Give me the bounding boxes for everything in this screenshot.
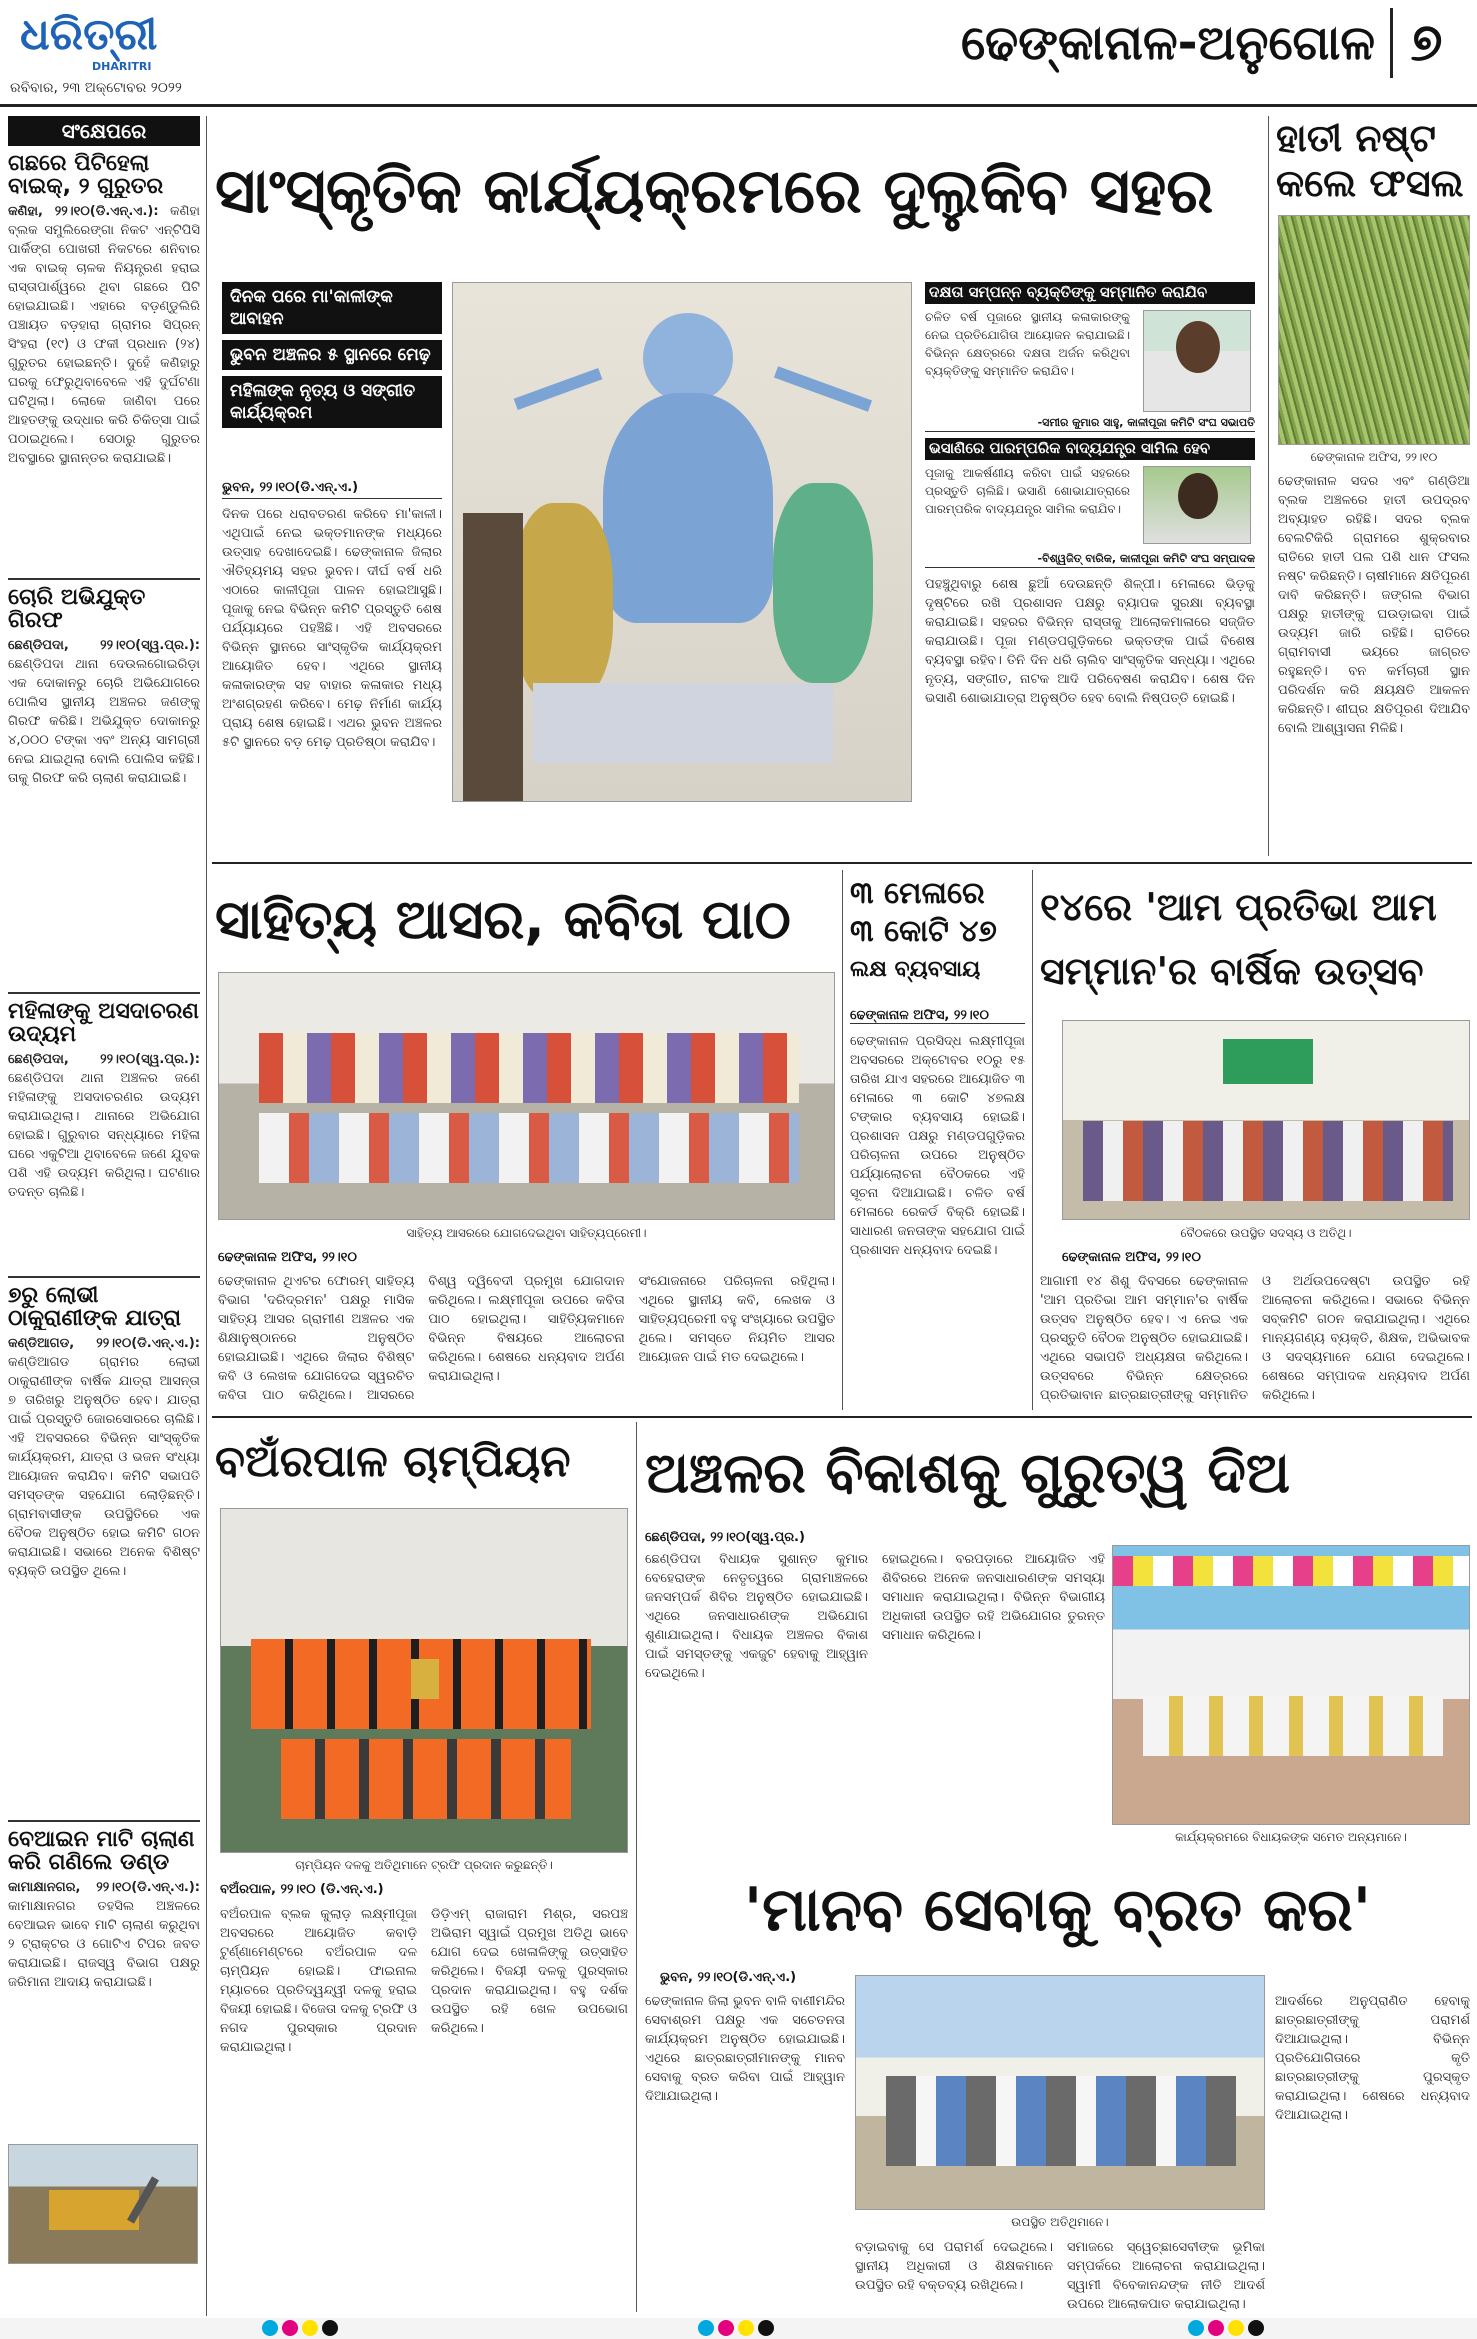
quote-box-signature: -ବିଶ୍ୱଜିତ୍ ବାରିକ, କାଳୀପୂଜା କମିଟି ସଂଘ ସମ୍ପାଦକ [1037, 553, 1255, 565]
brief-body: ଛେଣ୍ଡିପଦା, ୨୨।୧୦(ସ୍ୱ.ପ୍ର.): ଛେଣ୍ଡିପଦା ଥାନା ଅଞ୍ଚଳର ଜଣେ ମହିଳାଙ୍କୁ ଅସଦାଚରଣର ଉଦ୍ୟମ କରାଯାଇଥିଲା। ଥାନାରେ ଅଭିଯୋଗ ହୋଇଛି। ଗୁରୁବାର ସନ୍ଧ୍ୟାରେ ମହିଳା ଘରେ ଏକୁଟିଆ ଥିବାବେଳେ ଜଣେ ଯୁବକ ପଶି ଏହି ଉଦ୍ୟମ କରିଥିଲା। ଘଟଣାର ତଦନ୍ତ ଚାଲିଛି। [8, 1052, 200, 1201]
champion-team-photo [220, 1508, 628, 1853]
champion-col: ବଅଁରପାଳ ବ୍ଲକ କୁଲାଡ଼ ଲକ୍ଷ୍ମୀପୂଜା ଅବସରରେ ଆୟୋଜିତ କବାଡ଼ି ଟୁର୍ଣ୍ଣାମେଣ୍ଟରେ ବଅଁରପାଳ ଦଳ ଚାମ୍ପିୟନ ହୋଇଛି। ଫାଇନାଲ ମ୍ୟାଚରେ ପ୍ରତିଦ୍ୱନ୍ଦ୍ୱୀ ଦଳକୁ ହରାଇ ବିଜୟୀ ହୋଇଛି। ବିଜେତା ଦଳକୁ ଟ୍ରଫି ଓ ନଗଦ ପୁରସ୍କାର ପ୍ରଦାନ କରାଯାଇଥିଲା। [220, 1907, 417, 2055]
mela-headline-line: ଲକ୍ଷ ବ୍ୟବସାୟ [850, 957, 981, 982]
sahitya-dateline: ଢେଙ୍କାନାଳ ଅଫିସ, ୨୨।୧୦ [218, 1250, 357, 1265]
manab-body [855, 2238, 1265, 2313]
anchal-headline: ଅଞ୍ଚଳର ବିକାଶକୁ ଗୁରୁତ୍ୱ ଦିଅ [645, 1441, 1291, 1506]
brief-title: ୭ରୁ ଲୋଭୀ ଠାକୁରାଣୀଙ୍କ ଯାତ୍ରା [8, 1284, 181, 1331]
excavator-photo [8, 2144, 198, 2264]
pratibha-meeting-photo [1062, 1020, 1470, 1220]
committee-president-photo [1143, 310, 1251, 412]
pratibha-headline-line: ୧୪ରେ 'ଆମ ପ୍ରତିଭା ଆମ [1040, 885, 1437, 929]
registration-mark [758, 2320, 774, 2336]
registration-mark [1208, 2320, 1224, 2336]
anchal-dateline: ଛେଣ୍ଡିପଦା, ୨୨।୧୦(ସ୍ୱ.ପ୍ର.) [645, 1530, 805, 1545]
anchal-caption: କାର୍ଯ୍ୟକ୍ରମରେ ବିଧାୟକଙ୍କ ସମେତ ଅନ୍ୟମାନେ। [1175, 1830, 1407, 1844]
mela-dateline: ଢେଙ୍କାନାଳ ଅଫିସ, ୨୨।୧୦ [850, 1008, 1025, 1024]
sahitya-body [218, 1272, 835, 1407]
pratibha-dateline: ଢେଙ୍କାନାଳ ଅଫିସ, ୨୨।୧୦ [1062, 1250, 1201, 1265]
pratibha-headline [1040, 875, 1470, 1015]
brief-body: କଣିହା, ୨୨।୧୦(ଡି.ଏନ୍.ଏ.): କଣିହା ବ୍ଲକ ସମୁଲିରେଙ୍ଗା ନିକଟ ଏନ୍‌ଟିପିସି ପାର୍କିଙ୍ଗ ପୋଖରୀ ନିକଟରେ ଶନିବାର ଏକ ବାଇକ୍ ଚାଳକ ନିୟନ୍ତ୍ରଣ ହରାଇ ରାସ୍ତାପାର୍ଶ୍ୱରେ ଥିବା ଗଛରେ ପିଟି ହୋଇଯାଇଛି। ଏହାରେ ବଡ଼ଣ୍ଡୁଲିରି ପଞ୍ଚାୟତ ବଡ଼ହାରା ଗ୍ରାମର ସିପ୍ରନ୍ ସିଂହରା (୧୯) ଓ ଫକୀ ପ୍ରଧାନ (୨୪) ଗୁରୁତର ହୋଇଛନ୍ତି। ଦୁହେଁ କଣିହାରୁ ଘରକୁ ଫେରୁଥିବାବେଳେ ଏହି ଦୁର୍ଘଟଣା ଘଟିଥିଲା। ଲୋକେ ଜାଣିବା ପରେ ଆହତଙ୍କୁ ଉଦ୍ଧାର କରି ଚିକିତ୍ସା ପାଇଁ ପଠାଇଥିଲେ। ସେଠାରୁ ଗୁରୁତର ଅବସ୍ଥାରେ ସ୍ଥାନାନ୍ତର କରାଯାଇଛି। [8, 204, 200, 467]
quote-box-body: ପୂଜାକୁ ଆକର୍ଷଣୀୟ କରିବା ପାଇଁ ସହରରେ ପ୍ରସ୍ତୁତି ଚାଲିଛି। ଭସାଣି ଶୋଭାଯାତ୍ରାରେ ପାରମ୍ପରିକ ବାଦ୍ୟଯନ୍ତ୍ର ସାମିଲ କରାଯିବ। [925, 465, 1130, 516]
brief-body: କାମାକ୍ଷାନଗର, ୨୨।୧୦(ଡି.ଏନ୍.ଏ.): କାମାକ୍ଷାନଗର ତହସିଲ ଅଞ୍ଚଳରେ ବେଆଇନ ଭାବେ ମାଟି ଚାଲାଣ କରୁଥିବା ୨ ଟ୍ରାକ୍ଟର ଓ ଗୋଟିଏ ଟିପର ଜବତ କରାଯାଇଛି। ରାଜସ୍ୱ ବିଭାଗ ପକ୍ଷରୁ ଜରିମାନା ଆଦାୟ କରାଯାଇଛି। [8, 1880, 200, 1991]
brief-title: ଚୋରି ଅଭିଯୁକ୍ତ ଗିରଫ [8, 586, 146, 633]
brief-item [8, 1000, 200, 1270]
registration-mark [1188, 2320, 1204, 2336]
manab-col: ବଡ଼ାଇବାକୁ ସେ ପରାମର୍ଶ ଦେଇଥିଲେ। ସ୍ଥାନୀୟ ଅଧିକାରୀ ଓ ଶିକ୍ଷକମାନେ ଉପସ୍ଥିତ ରହି ବକ୍ତବ୍ୟ ରଖିଥିଲେ। [855, 2240, 1053, 2293]
champion-dateline: ବଅଁରପାଳ, ୨୨।୧୦ (ଡି.ଏନ୍.ଏ.) [220, 1882, 384, 1897]
elephant-caption: ଢେଙ୍କାନାଳ ଅଫିସ, ୨୨।୧୦ [1310, 450, 1438, 464]
mela-headline-line: ୩ ମେଳାରେ [850, 876, 985, 911]
lead-bullet: ଦିନକ ପରେ ମା'କାଳୀଙ୍କ ଆବାହନ [222, 282, 442, 334]
sahitya-col: ଢେଙ୍କାନାଳ ଥିଏଟର ଫୋରମ୍ ସାହିତ୍ୟ ବିଭାଗ 'ଦରିଦ୍ରମନ' ପକ୍ଷରୁ ମାସିକ ସାହିତ୍ୟ ଆସର ଗ୍ରାମୀଣ ଅଞ୍ଚଳର ଏକ ଶିକ୍ଷାନୁଷ୍ଠାନରେ ଅନୁଷ୍ଠିତ ହୋଇଯାଇଛି। ଏଥିରେ ଜିଲାର ବିଶିଷ୍ଟ କବି ଓ ଲେଖକ ଯୋଗଦେଇ ସ୍ୱରଚିତ କବିତା ପାଠ କରିଥିଲେ। ଆସରରେ [218, 1274, 415, 1403]
manab-col: ସମାଜରେ ସ୍ୱେଚ୍ଛାସେବୀଙ୍କ ଭୂମିକା ସମ୍ପର୍କରେ ଆଲୋଚନା କରାଯାଇଥିଲା। ସ୍ୱାମୀ ବିବେକାନନ୍ଦଙ୍କ ନୀତି ଆଦର୍ଶ ଉପରେ ଆଲୋକପାତ କରାଯାଇଥିଲା। [1067, 2240, 1265, 2312]
mela-headline [850, 875, 1025, 1005]
brief-item [8, 1828, 200, 2138]
issue-date: ରବିବାର, ୨୩ ଅକ୍ଟୋବର ୨୦୨୨ [10, 80, 182, 96]
anchal-event-photo [1112, 1545, 1470, 1825]
champion-caption: ଚାମ୍ପିୟନ ଦଳକୁ ଅତିଥିମାନେ ଟ୍ରଫି ପ୍ରଦାନ କରୁଛନ୍ତି। [295, 1858, 553, 1872]
lead-dateline: ଭୁବନ, ୨୨।୧୦(ଡି.ଏନ୍.ଏ.) [222, 480, 442, 499]
manab-col-1: ଢେଙ୍କାନାଳ ଜିଲା ଭୁବନ ବାଳି ବାଣୀମନ୍ଦିର ସେବାଶ୍ରମ ପକ୍ଷରୁ ଏକ ସଚେତନତା କାର୍ଯ୍ୟକ୍ରମ ଅନୁଷ୍ଠିତ ହୋଇଯାଇଛି। ଏଥିରେ ଛାତ୍ରଛାତ୍ରୀମାନଙ୍କୁ ମାନବ ସେବାକୁ ବ୍ରତ କରିବା ପାଇଁ ଆହ୍ୱାନ ଦିଆଯାଇଥିଲା। [645, 1994, 845, 2104]
sahitya-caption: ସାହିତ୍ୟ ଆସରରେ ଯୋଗଦେଇଥିବା ସାହିତ୍ୟପ୍ରେମୀ। [406, 1226, 647, 1240]
quote-box-body: ଚଳିତ ବର୍ଷ ପୂଜାରେ ସ୍ଥାନୀୟ କଳାକାରଙ୍କୁ ନେଇ ପ୍ରତିଯୋଗିତା ଆୟୋଜନ କରାଯାଇଛି। ବିଭିନ୍ନ କ୍ଷେତ୍ରରେ ଦକ୍ଷତା ଅର୍ଜନ କରିଥିବା ବ୍ୟକ୍ତିଙ୍କୁ ସମ୍ମାନିତ କରାଯିବ। [925, 309, 1130, 378]
registration-mark [698, 2320, 714, 2336]
lead-quote-box-2 [925, 438, 1255, 568]
anchal-col: ଛେଣ୍ଡିପଦା ବିଧାୟକ ସୁଶାନ୍ତ କୁମାର ବେହେରାଙ୍କ ନେତୃତ୍ୱରେ ଗ୍ରାମାଞ୍ଚଳରେ ଜନସମ୍ପର୍କ ଶିବିର ଅନୁଷ୍ଠିତ ହୋଇଯାଇଛି। ଏଥିରେ ଜନସାଧାରଣଙ୍କ ଅଭିଯୋଗ ଶୁଣାଯାଇଥିଲା। ବିଧାୟକ ଅଞ୍ଚଳର ବିକାଶ ପାଇଁ ସମସ୍ତଙ୍କୁ ଏକଜୁଟ ହେବାକୁ ଆହ୍ୱାନ ଦେଇଥିଲେ। [645, 1552, 868, 1681]
brief-item [8, 1284, 200, 1814]
elephant-headline [1276, 116, 1471, 206]
registration-mark [738, 2320, 754, 2336]
lead-bullets [222, 282, 442, 434]
lead-bullet: ଭୁବନ ଅଞ୍ଚଳର ୫ ସ୍ଥାନରେ ମେଢ଼ [222, 340, 442, 370]
anchal-col: ହୋଇଥିଲେ। ବରପଡ଼ାରେ ଆୟୋଜିତ ଏହି ଶିବିରରେ ଅନେକ ଜନସାଧାରଣଙ୍କ ସମସ୍ୟା ସମାଧାନ କରାଯାଇଥିଲା। ବିଭିନ୍ନ ବିଭାଗୀୟ ଅଧିକାରୀ ଉପସ୍ଥିତ ରହି ଅଭିଯୋଗର ତୁରନ୍ତ ସମାଧାନ କରିଥିଲେ। [882, 1552, 1105, 1643]
champion-col: ଡିଡ଼ିଏମ୍ ରାଜାରାମ ମିଶ୍ର, ସରପଞ୍ଚ ଅଭିରାମ ସ୍ୱାଇଁ ପ୍ରମୁଖ ଅତିଥି ଭାବେ ଯୋଗ ଦେଇ ଖେଳାଳିଙ୍କୁ ଉତ୍ସାହିତ କରିଥିଲେ। ବିଜୟୀ ଦଳକୁ ପୁରସ୍କାର ପ୍ରଦାନ କରାଯାଇଥିଲା। ବହୁ ଦର୍ଶକ ଉପସ୍ଥିତ ରହି ଖେଳ ଉପଭୋଗ କରିଥିଲେ। [431, 1907, 628, 2036]
brief-title: ମହିଳାଙ୍କୁ ଅସଦାଚରଣ ଉଦ୍ୟମ [8, 1000, 199, 1047]
brief-title: ବେଆଇନ ମାଟି ଚାଲାଣ କରି ଗଣିଲେ ଡଣ୍ଡ [8, 1828, 195, 1875]
registration-mark [262, 2320, 278, 2336]
manab-dateline: ଭୁବନ, ୨୨।୧୦(ଡି.ଏନ୍.ଏ.) [660, 1970, 797, 1985]
pratibha-headline-line: ସମ୍ମାନ'ର ବାର୍ଷିକ ଉତ୍ସବ [1040, 949, 1424, 993]
brief-body: କଣ୍ଡିଆଗଡ, ୨୨।୧୦(ଡି.ଏନ୍.ଏ.): କଣ୍ଡିଆଗଡ ଗ୍ରାମର ଲୋଭୀ ଠାକୁରାଣୀଙ୍କ ବାର୍ଷିକ ଯାତ୍ରା ଆସନ୍ତା ୭ ତାରିଖରୁ ଅନୁଷ୍ଠିତ ହେବ। ଯାତ୍ରା ପାଇଁ ପ୍ରସ୍ତୁତି ଜୋରସୋରରେ ଚାଲିଛି। ଏହି ଅବସରରେ ବିଭିନ୍ନ ସାଂସ୍କୃତିକ କାର୍ଯ୍ୟକ୍ରମ, ଯାତ୍ରା ଓ ଭଜନ ସଂଧ୍ୟା ଆୟୋଜନ କରାଯିବ। କମିଟି ସଭାପତି ସମସ୍ତଙ୍କ ସହଯୋଗ ଲୋଡ଼ିଛନ୍ତି। ଗ୍ରାମବାସୀଙ୍କ ଉପସ୍ଥିତିରେ ଏକ ବୈଠକ ଅନୁଷ୍ଠିତ ହୋଇ କମିଟି ଗଠନ କରାଯାଇଛି। ସଭାରେ ଅନେକ ବିଶିଷ୍ଟ ବ୍ୟକ୍ତି ଉପସ୍ଥିତ ଥିଲେ। [8, 1336, 200, 1580]
manab-headline: 'ମାନବ ସେବାକୁ ବ୍ରତ କର' [743, 1875, 1372, 1945]
committee-secretary-photo [1143, 466, 1251, 544]
champion-body [220, 1905, 628, 2310]
lead-quote-box-1 [925, 282, 1255, 432]
lead-body-1: ଦିନକ ପରେ ଧରାବତରଣ କରିବେ ମା'କାଳୀ। ଏଥିପାଇଁ ନେଇ ଭକ୍ତମାନଙ୍କ ମଧ୍ୟରେ ଉତ୍ସାହ ଦେଖାଦେଇଛି। ଢେଙ୍କାନାଳ ଜିଲାର ଐତିହ୍ୟମୟ ସହର ଭୁବନ। ଦୀର୍ଘ ବର୍ଷ ଧରି ଏଠାରେ କାଳୀପୂଜା ପାଳନ ହୋଇଆସୁଛି। ପୂଜାକୁ ନେଇ ବିଭିନ୍ନ କମିଟି ପ୍ରସ୍ତୁତି ଶେଷ ପର୍ଯ୍ୟାୟରେ ପହଞ୍ଚିଛି। ଏହି ଅବସରରେ ବିଭିନ୍ନ ସ୍ଥାନରେ ସାଂସ୍କୃତିକ କାର୍ଯ୍ୟକ୍ରମ ଆୟୋଜିତ ହେବ। ଏଥିରେ ସ୍ଥାନୀୟ କଳାକାରଙ୍କ ସହ ବାହାର କଳାକାର ମଧ୍ୟ ଅଂଶଗ୍ରହଣ କରିବେ। ମେଢ଼ ନିର୍ମାଣ କାର୍ଯ୍ୟ ପ୍ରାୟ ଶେଷ ହୋଇଛି। ଏଥର ଭୁବନ ଅଞ୍ଚଳର ୫ଟି ସ୍ଥାନରେ ବଡ଼ ମେଢ଼ ପ୍ରତିଷ୍ଠା କରାଯିବ। [222, 507, 442, 750]
pratibha-col: ଆଗାମୀ ୧୪ ଶିଶୁ ଦିବସରେ ଢେଙ୍କାନାଳ 'ଆମ ପ୍ରତିଭା ଆମ ସମ୍ମାନ'ର ବାର୍ଷିକ ଉତ୍ସବ ଅନୁଷ୍ଠିତ ହେବ। ଏ ନେଇ ଏକ ପ୍ରସ୍ତୁତି ବୈଠକ ଅନୁଷ୍ଠିତ ହୋଇଯାଇଛି। ଏଥିରେ ସଭାପତି ଅଧ୍ୟକ୍ଷତା କରିଥିଲେ। ଉତ୍ସବରେ ବିଭିନ୍ନ କ୍ଷେତ୍ରରେ ପ୍ରତିଭାବାନ ଛାତ୍ରଛାତ୍ରୀଙ୍କୁ ସମ୍ମାନିତ [1040, 1274, 1248, 1403]
sahitya-group-photo [218, 972, 835, 1220]
quote-box-title: ଦକ୍ଷତା ସମ୍ପନ୍ନ ବ୍ୟକ୍ତିଙ୍କୁ ସମ୍ମାନିତ କରାଯିବ [925, 282, 1255, 304]
brief-body: ଛେଣ୍ଡିପଦା, ୨୨।୧୦(ସ୍ୱ.ପ୍ର.): ଛେଣ୍ଡିପଦା ଥାନା ଦେଉଲଗୋଇରିଡ଼ା ଏକ ଦୋକାନରୁ ଚୋରି ଅଭିଯୋଗରେ ପୋଲିସ ସ୍ଥାନୀୟ ଅଞ୍ଚଳର ଜଣଙ୍କୁ ଗିରଫ କରିଛି। ଅଭିଯୁକ୍ତ ଦୋକାନରୁ ୪,୦୦୦ ଟଙ୍କା ଏବଂ ଅନ୍ୟ ସାମଗ୍ରୀ ନେଇ ଯାଇଥିଲା ବୋଲି ପୋଲିସ କହିଛି। ତାକୁ ଗିରଫ କରି ଚାଲାଣ କରାଯାଇଛି। [8, 638, 200, 787]
pratibha-col: ଓ ଅର୍ଥଉପଦେଷ୍ଟା ଉପସ୍ଥିତ ରହି ଆଲୋଚନା କରିଥିଲେ। ସଭାରେ ବିଭିନ୍ନ ସବ୍‌କମିଟି ଗଠନ କରାଯାଇଥିଲା। ଏଥିରେ ମାନ୍ୟଗଣ୍ୟ ବ୍ୟକ୍ତି, ଶିକ୍ଷକ, ଅଭିଭାବକ ଓ ସଦସ୍ୟମାନେ ଯୋଗ ଦେଇଥିଲେ। ଶେଷରେ ସମ୍ପାଦକ ଧନ୍ୟବାଦ ଅର୍ପଣ କରିଥିଲେ। [1262, 1274, 1470, 1403]
mela-headline-line: ୩ କୋଟି ୪୭ [850, 914, 997, 949]
quote-box-signature: -ସମୀର କୁମାର ସାହୁ, କାଳୀପୂଜା କମିଟି ସଂଘ ସଭାପତି [1037, 417, 1255, 429]
sahitya-col: ସଂଯୋଜନାରେ ପରିଚାଳନା ରହିଥିଲା। ଏଥିରେ ସ୍ଥାନୀୟ କବି, ଲେଖକ ଓ ସାହିତ୍ୟପ୍ରେମୀ ବହୁ ସଂଖ୍ୟାରେ ଉପସ୍ଥିତ ଥିଲେ। ସମସ୍ତେ ନିୟମିତ ଆସର ଆୟୋଜନ ପାଇଁ ମତ ଦେଇଥିଲେ। [638, 1274, 835, 1365]
quote-box-title: ଭସାଣିରେ ପାରମ୍ପରିକ ବାଦ୍ୟଯନ୍ତ୍ର ସାମିଲ ହେବ [925, 438, 1255, 460]
registration-mark [718, 2320, 734, 2336]
manab-col-4: ଆଦର୍ଶରେ ଅନୁପ୍ରାଣିତ ହେବାକୁ ଛାତ୍ରଛାତ୍ରୀଙ୍କୁ ପରାମର୍ଶ ଦିଆଯାଇଥିଲା। ବିଭିନ୍ନ ପ୍ରତିଯୋଗିତାରେ କୃତି ଛାତ୍ରଛାତ୍ରୀଙ୍କୁ ପୁରସ୍କୃତ କରାଯାଇଥିଲା। ଶେଷରେ ଧନ୍ୟବାଦ ଦିଆଯାଇଥିଲା। [1275, 1994, 1470, 2123]
lead-headline: ସାଂସ୍କୃତିକ କାର୍ଯ୍ୟକ୍ରମରେ ଦୁଲୁକିବ ସହର [215, 154, 1214, 227]
kali-idol-photo [452, 282, 912, 802]
lead-body-2: ପହଞ୍ଚୁଥିବାରୁ ଶେଷ ଛୁଆଁ ଦେଉଛନ୍ତି ଶିଳ୍ପୀ। ମେଳାରେ ଭିଡ଼କୁ ଦୃଷ୍ଟିରେ ରଖି ପ୍ରଶାସନ ପକ୍ଷରୁ ବ୍ୟାପକ ସୁରକ୍ଷା ବ୍ୟବସ୍ଥା କରାଯାଇଛି। ସହରର ବିଭିନ୍ନ ରାସ୍ତାକୁ ଆଲୋକମାଳାରେ ସଜ୍ଜିତ କରାଯାଉଛି। ପୂଜା ମଣ୍ଡପଗୁଡ଼ିକରେ ଭକ୍ତଙ୍କ ପାଇଁ ବିଶେଷ ବ୍ୟବସ୍ଥା ରହିବ। ତିନି ଦିନ ଧରି ଚାଲିବ ସାଂସ୍କୃତିକ ସନ୍ଧ୍ୟା। ଏଥିରେ ନୃତ୍ୟ, ସଙ୍ଗୀତ, ନାଟକ ଆଦି ପରିବେଷଣ କରାଯିବ। ଶେଷ ଦିନ ଭସାଣି ଶୋଭାଯାତ୍ରା ଅନୁଷ୍ଠିତ ହେବ ବୋଲି ନିଷ୍ପତ୍ତି ହୋଇଛି। [925, 577, 1255, 706]
masthead [0, 0, 1477, 110]
section-title: ଢେଙ୍କାନାଳ-ଅନୁଗୋଳ [960, 15, 1375, 71]
pratibha-body [1040, 1272, 1470, 1407]
newspaper-logo: ଧରିତ୍ରୀ [20, 9, 158, 60]
lead-bullet: ମହିଳାଙ୍କ ନୃତ୍ୟ ଓ ସଙ୍ଗୀତ କାର୍ଯ୍ୟକ୍ରମ [222, 376, 442, 428]
registration-mark [1248, 2320, 1264, 2336]
brief-item [8, 152, 200, 572]
champion-headline: ବଅଁରପାଳ ଚାମ୍ପିୟନ [215, 1436, 571, 1487]
anchal-body [645, 1550, 1105, 1850]
mela-body: ଢେଙ୍କାନାଳ ପ୍ରସିଦ୍ଧ ଲକ୍ଷ୍ମୀପୂଜା ଅବସରରେ ଅକ୍ଟୋବର ୧୦ରୁ ୧୫ ତାରିଖ ଯାଏ ସହରରେ ଆୟୋଜିତ ୩ ମେଳାରେ ୩ କୋଟି ୪୭ଲକ୍ଷ ଟଙ୍କାର ବ୍ୟବସାୟ ହୋଇଛି। ପ୍ରଶାସନ ପକ୍ଷରୁ ମଣ୍ଡପଗୁଡ଼ିକର ପରିଚାଳନା ଉପରେ ଅନୁଷ୍ଠିତ ପର୍ଯ୍ୟାଲୋଚନା ବୈଠକରେ ଏହି ସୂଚନା ଦିଆଯାଇଛି। ଚଳିତ ବର୍ଷ ମେଳାରେ ରେକର୍ଡ ବିକ୍ରି ହୋଇଛି। ସାଧାରଣ ଜନତାଙ୍କ ସହଯୋଗ ପାଇଁ ପ୍ରଶାସନ ଧନ୍ୟବାଦ ଦେଇଛି। [850, 1034, 1025, 1258]
page-number: ୭ [1390, 8, 1460, 78]
elephant-headline-line: କଲେ ଫସଲ [1276, 161, 1464, 205]
brief-item [8, 586, 200, 986]
elephant-body: ଢେଙ୍କାନାଳ ସଦର ଏବଂ ଗଣ୍ଡିଆ ବ୍ଲକ ଅଞ୍ଚଳରେ ହାତୀ ଉପଦ୍ରବ ଅବ୍ୟାହତ ରହିଛି। ସଦର ବ୍ଲକ ବେଲଟିକିରି ଗ୍ରାମରେ ଶୁକ୍ରବାର ରାତିରେ ହାତୀ ପଲ ପଶି ଧାନ ଫସଲ ନଷ୍ଟ କରିଛନ୍ତି। ଚାଷୀମାନେ କ୍ଷତିପୂରଣ ଦାବି କରିଛନ୍ତି। ଜଙ୍ଗଲ ବିଭାଗ ପକ୍ଷରୁ ହାତୀଙ୍କୁ ଘଉଡ଼ାଇବା ପାଇଁ ଉଦ୍ୟମ ଜାରି ରହିଛି। ରାତିରେ ଗ୍ରାମବାସୀ ଭୟରେ ଜାଗ୍ରତ ରହୁଛନ୍ତି। ବନ କର୍ମଚାରୀ ସ୍ଥାନ ପରିଦର୍ଶନ କରି କ୍ଷୟକ୍ଷତି ଆକଳନ କରିଛନ୍ତି। ଶୀଘ୍ର କ୍ଷତିପୂରଣ ଦିଆଯିବ ବୋଲି ଆଶ୍ୱାସନା ମିଳିଛି। [1278, 474, 1470, 736]
logo-subtitle: DHARITRI [92, 60, 152, 73]
brief-column [8, 116, 200, 2316]
registration-mark [282, 2320, 298, 2336]
registration-mark [302, 2320, 318, 2336]
manab-event-photo [855, 1975, 1265, 2210]
brief-title: ଗଛରେ ପିଟିହେଲା ବାଇକ୍, ୨ ଗୁରୁତର [8, 152, 164, 199]
registration-mark [1228, 2320, 1244, 2336]
brief-label: ସଂକ୍ଷେପରେ [8, 116, 200, 146]
sahitya-col: ବିଶ୍ୱ ଦ୍ୱିବେଦୀ ପ୍ରମୁଖ ଯୋଗଦାନ କରିଥିଲେ। ଲକ୍ଷ୍ମୀପୂଜା ଉପରେ କବିତା ପାଠ ହୋଇଥିଲା। ସାହିତ୍ୟିକମାନେ ବିଭିନ୍ନ ବିଷୟରେ ଆଲୋଚନା କରିଥିଲେ। ଶେଷରେ ଧନ୍ୟବାଦ ଅର୍ପଣ କରାଯାଇଥିଲା। [428, 1274, 625, 1384]
elephant-headline-line: ହାତୀ ନଷ୍ଟ [1276, 116, 1436, 160]
registration-mark [322, 2320, 338, 2336]
manab-caption: ଉପସ୍ଥିତ ଅତିଥିମାନେ। [1011, 2215, 1109, 2229]
pratibha-caption: ବୈଠକରେ ଉପସ୍ଥିତ ସଦସ୍ୟ ଓ ଅତିଥି। [1180, 1226, 1352, 1240]
crop-damage-photo [1278, 215, 1470, 445]
sahitya-headline: ସାହିତ୍ୟ ଆସର, କବିତା ପାଠ [215, 888, 791, 951]
